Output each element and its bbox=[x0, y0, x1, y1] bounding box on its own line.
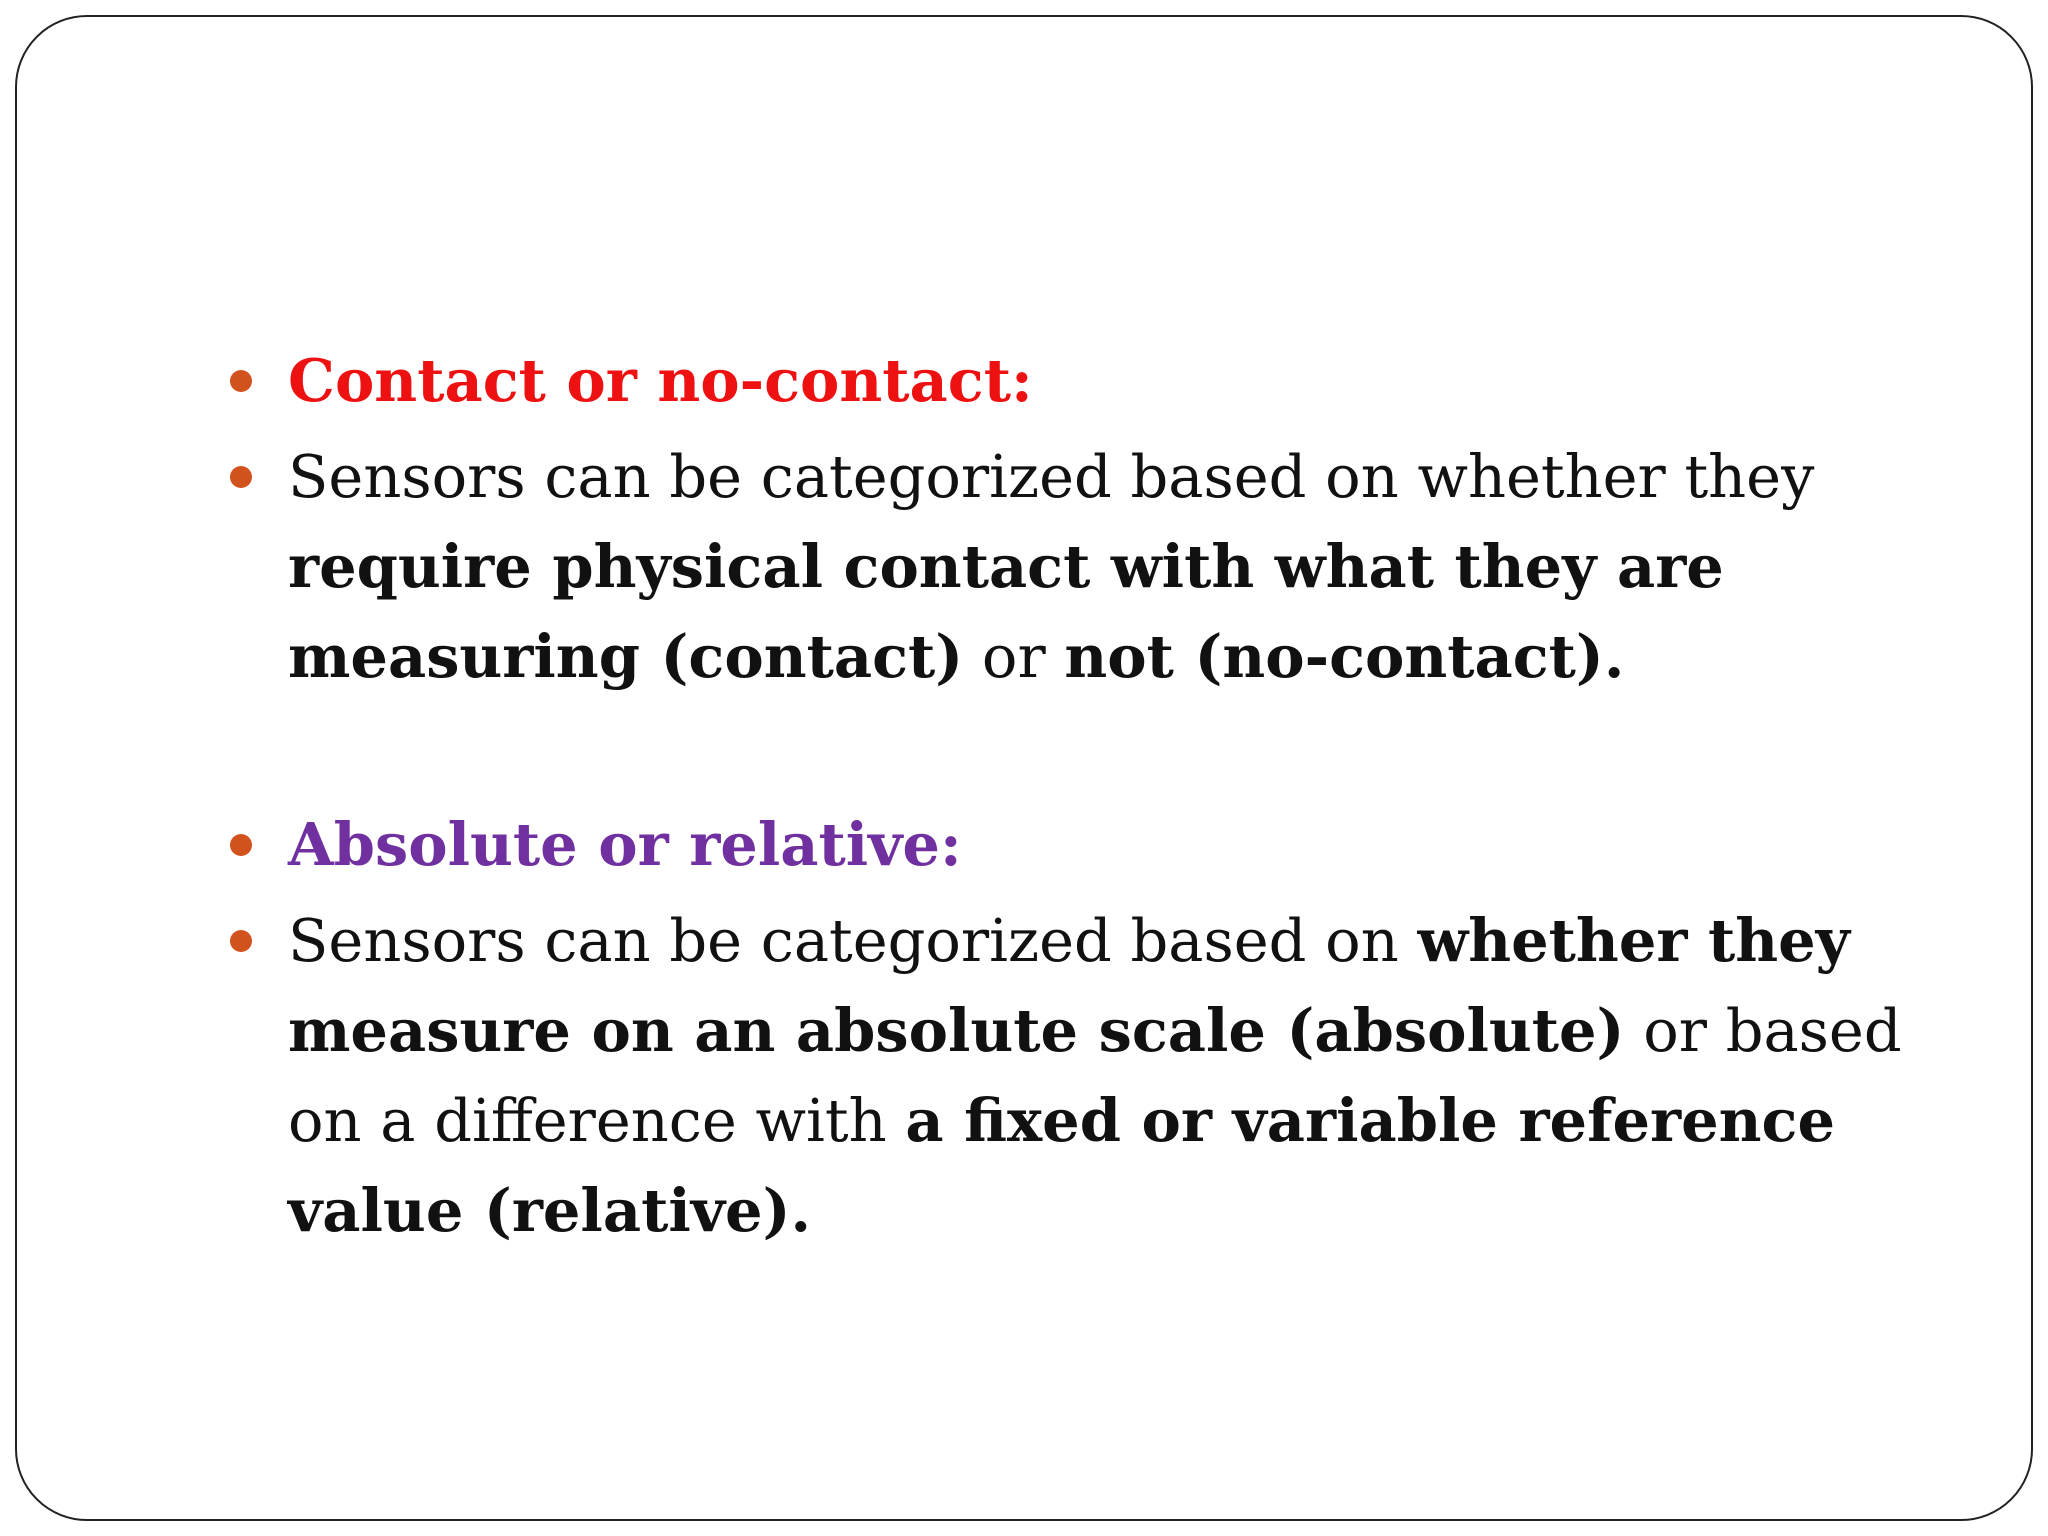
body-text: or based on a difference with bbox=[288, 996, 1902, 1155]
body-text: Sensors can be categorized based on bbox=[288, 906, 1418, 975]
bullet-contact-heading bbox=[288, 336, 1928, 426]
bullet-absolute-body bbox=[288, 896, 1928, 1256]
heading-contact: Contact or no-contact: bbox=[288, 346, 1033, 415]
slide-content bbox=[288, 336, 1928, 1256]
body-bold-text: require physical contact with what they are measuring (contact) bbox=[288, 532, 1724, 691]
bullet-dot-icon bbox=[230, 834, 252, 856]
bullet-contact-body bbox=[288, 432, 1928, 702]
body-text: Sensors can be categorized based on whether they bbox=[288, 442, 1815, 511]
body-bold-text: not (no-contact). bbox=[1064, 622, 1625, 691]
bullet-absolute-heading bbox=[288, 800, 1928, 890]
heading-absolute: Absolute or relative: bbox=[288, 810, 962, 879]
body-text: or bbox=[963, 622, 1065, 691]
body-bold-text: a fixed or variable reference value (relative). bbox=[288, 1086, 1835, 1245]
bullet-dot-icon bbox=[230, 370, 252, 392]
body-bold-text: whether they measure on an absolute scale (absolute) bbox=[288, 906, 1850, 1065]
bullet-dot-icon bbox=[230, 930, 252, 952]
bullet-dot-icon bbox=[230, 466, 252, 488]
section-gap bbox=[288, 702, 1928, 800]
